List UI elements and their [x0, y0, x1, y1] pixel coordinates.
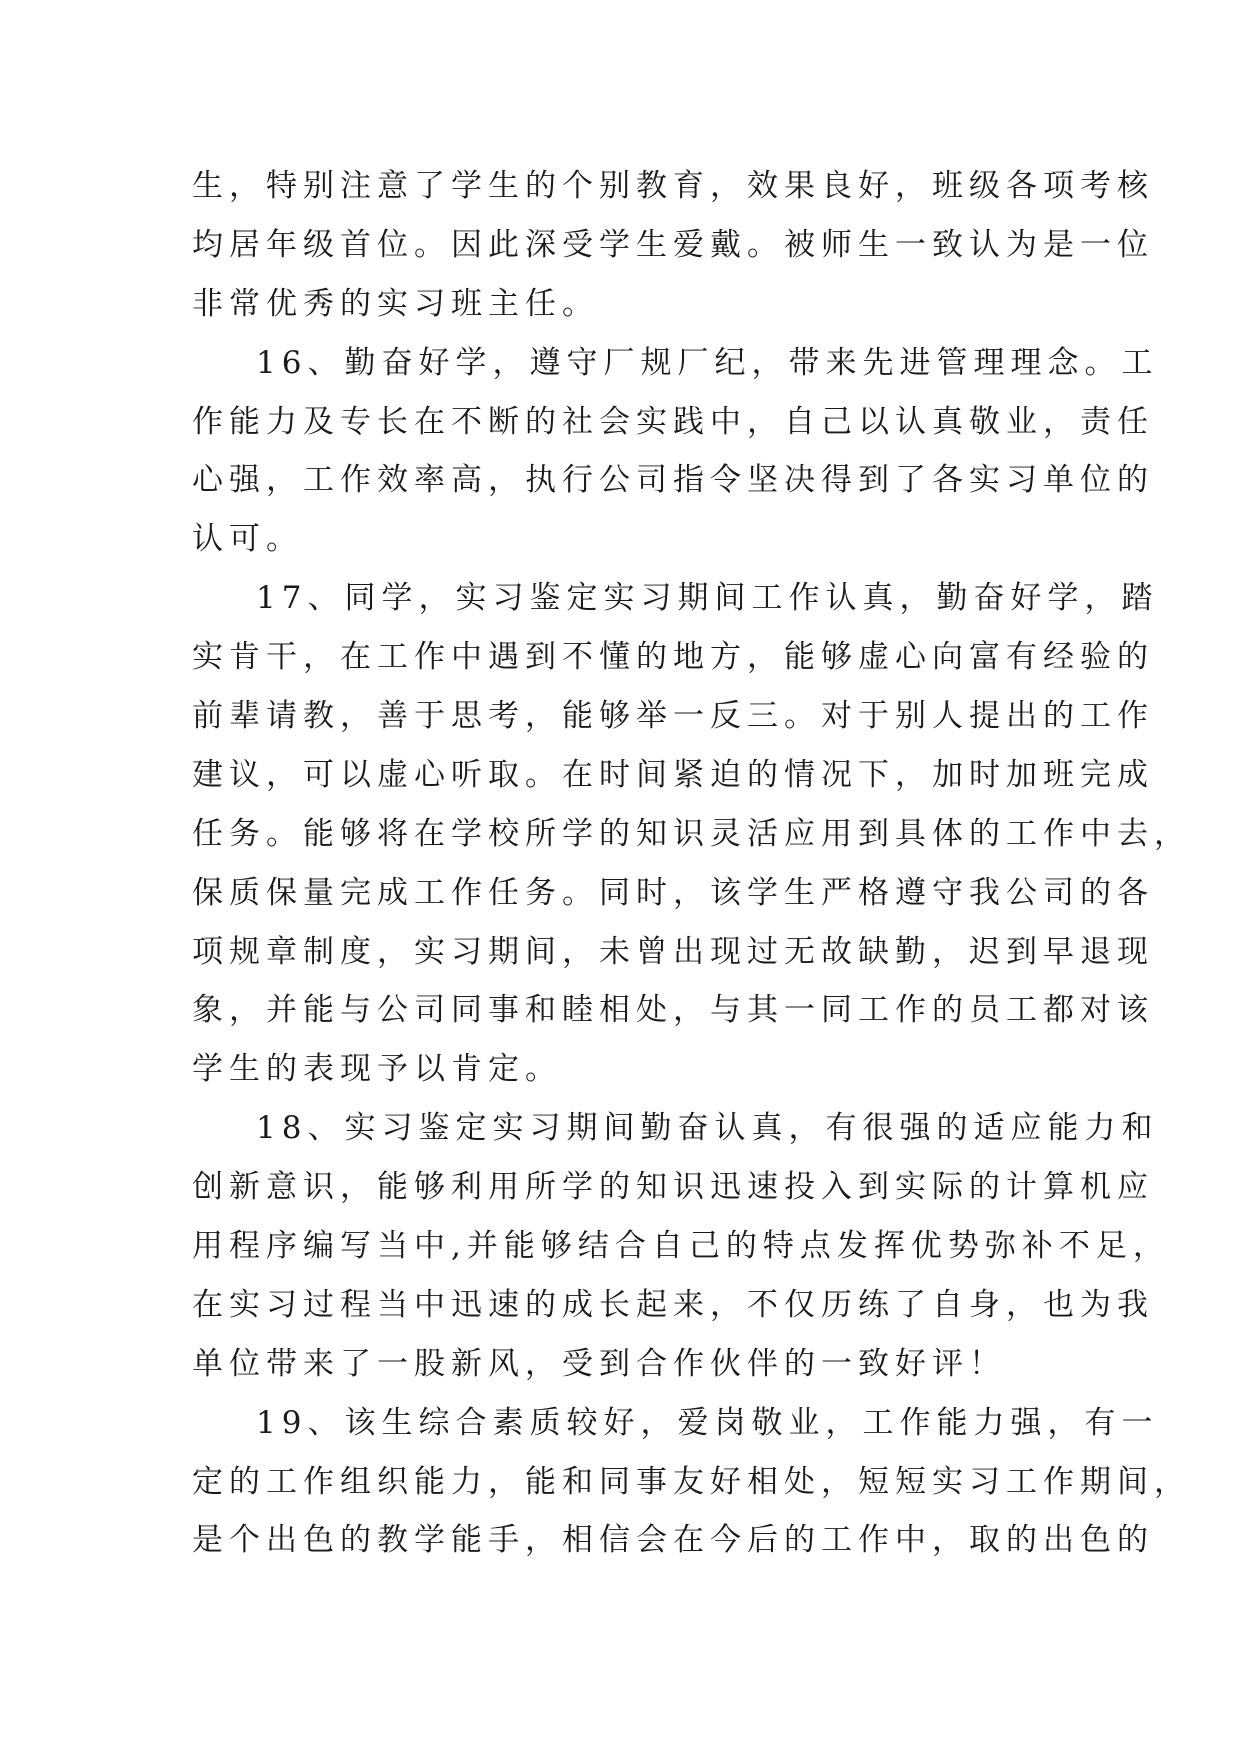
text-line: 在实习过程当中迅速的成长起来，不仅历练了自身，也为我: [192, 1286, 1154, 1323]
text-line: 象，并能与公司同事和睦相处，与其一同工作的员工都对该: [192, 992, 1154, 1029]
text-line: 心强，工作效率高，执行公司指令坚决得到了各实习单位的: [192, 462, 1154, 499]
text-line: 均居年级首位。因此深受学生爱戴。被师生一致认为是一位: [192, 226, 1154, 263]
text-line: 单位带来了一股新风，受到合作伙伴的一致好评！: [192, 1345, 1006, 1382]
text-line: 项规章制度，实习期间，未曾出现过无故缺勤，迟到早退现: [192, 933, 1154, 970]
text-line: 是个出色的教学能手，相信会在今后的工作中，取的出色的: [192, 1522, 1154, 1559]
paragraph-first-line: 18、实习鉴定实习期间勤奋认真，有很强的适应能力和: [256, 1110, 1159, 1147]
text-line: 创新意识，能够利用所学的知识迅速投入到实际的计算机应: [192, 1169, 1154, 1206]
text-line: 非常优秀的实习班主任。: [192, 285, 599, 322]
text-line: 前辈请教，善于思考，能够举一反三。对于别人提出的工作: [192, 698, 1154, 735]
text-line: 作能力及专长在不断的社会实践中，自己以认真敬业，责任: [192, 403, 1154, 440]
text-line: 认可。: [192, 521, 303, 558]
text-line: 学生的表现予以肯定。: [192, 1051, 562, 1088]
text-line: 任务。能够将在学校所学的知识灵活应用到具体的工作中去，: [192, 815, 1191, 852]
document-body: [192, 157, 1191, 1570]
text-line: 生，特别注意了学生的个别教育，效果良好，班级各项考核: [192, 168, 1154, 204]
text-line: 定的工作组织能力，能和同事友好相处，短短实习工作期间，: [192, 1463, 1191, 1500]
text-line: 建议，可以虚心听取。在时间紧迫的情况下，加时加班完成: [192, 756, 1154, 793]
paragraph-first-line: 17、同学，实习鉴定实习期间工作认真，勤奋好学，踏: [256, 580, 1159, 617]
paragraph-first-line: 16、勤奋好学，遵守厂规厂纪，带来先进管理理念。工: [256, 344, 1159, 381]
text-line: 用程序编写当中,并能够结合自己的特点发挥优势弥补不足，: [192, 1228, 1170, 1265]
text-line: 实肯干，在工作中遇到不懂的地方，能够虚心向富有经验的: [192, 639, 1154, 676]
text-line: 保质保量完成工作任务。同时，该学生严格遵守我公司的各: [192, 874, 1154, 911]
paragraph-first-line: 19、该生综合素质较好，爱岗敬业，工作能力强，有一: [256, 1404, 1159, 1441]
